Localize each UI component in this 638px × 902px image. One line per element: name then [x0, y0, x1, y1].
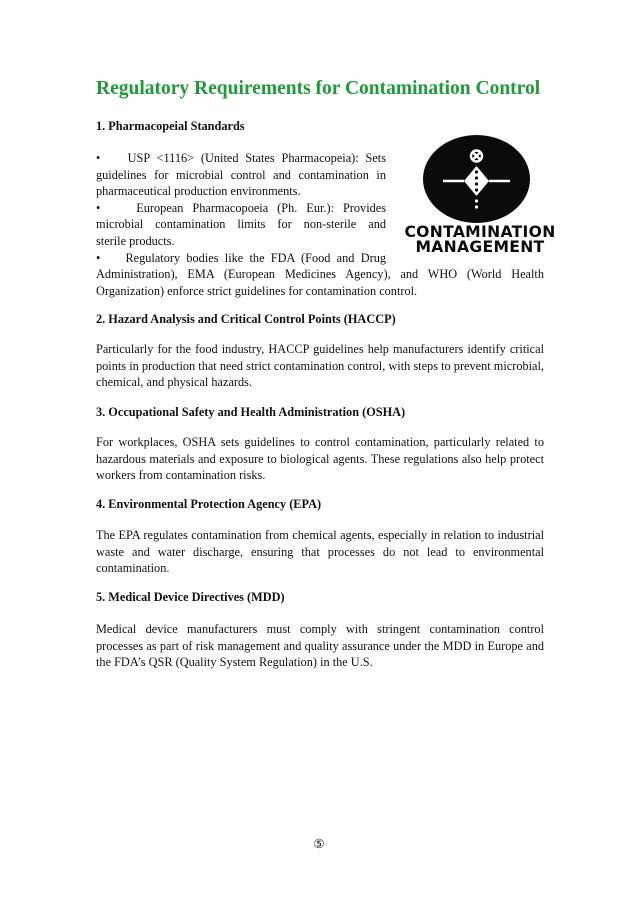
logo-badge — [423, 135, 530, 223]
page-number: ⑤ — [313, 837, 325, 851]
body-line: microbial contamination limits for non-sterile and — [96, 217, 386, 232]
section-body-haccp: Particularly for the food industry, HACCP guidelines help manufacturers identify critical points in production that need strict contamination control, with steps to prevent microbial, chemical, and physical hazards. — [96, 342, 544, 390]
contamination-symbol-icon — [423, 135, 530, 223]
body-line: Administration), EMA (European Medicines Agency), and WHO (World Health — [96, 267, 544, 282]
logo-text-line2: MANAGEMENT — [415, 238, 545, 256]
section-body-osha: For workplaces, OSHA sets guidelines to control contamination, particularly related to hazardous materials and exposure to biological agents. These regulations also help protect workers from contamination risks. — [96, 435, 544, 483]
section-heading-osha: 3. Occupational Safety and Health Administration (OSHA) — [96, 405, 406, 419]
body-line: pharmaceutical production environments. — [96, 184, 301, 199]
body-line: • USP <1116> (United States Pharmacopeia): Sets — [96, 151, 386, 165]
section-heading-epa: 4. Environmental Protection Agency (EPA) — [96, 497, 322, 511]
logo-text-line1: CONTAMINATION — [404, 223, 556, 241]
section-body-epa: The EPA regulates contamination from chemical agents, especially in relation to industrial waste and water discharge, ensuring that processes do not lead to environmental contamination. — [96, 528, 544, 576]
contamination-management-logo — [396, 135, 564, 255]
body-line: Organization) enforce strict guidelines for contamination control. — [96, 283, 418, 298]
body-line: sterile products. — [96, 233, 175, 248]
section-heading-haccp: 2. Hazard Analysis and Critical Control Points (HACCP) — [96, 312, 396, 326]
body-line: • Regulatory bodies like the FDA (Food and Drug — [96, 250, 386, 265]
section-heading-mdd: 5. Medical Device Directives (MDD) — [96, 590, 285, 604]
body-line: • European Pharmacopoeia (Ph. Eur.): Provides — [96, 200, 386, 215]
section-heading-pharmacopeial: 1. Pharmacopeial Standards — [96, 119, 245, 133]
section-body-mdd: Medical device manufacturers must comply with stringent contamination control processes as part of risk management and quality assurance under the MDD in Europe and the FDA’s QSR (Quality System Regulation) in the U.S. — [96, 622, 544, 670]
body-line: guidelines for microbial control and contamination in — [96, 167, 386, 182]
page-title: Regulatory Requirements for Contamination Control — [96, 78, 541, 99]
